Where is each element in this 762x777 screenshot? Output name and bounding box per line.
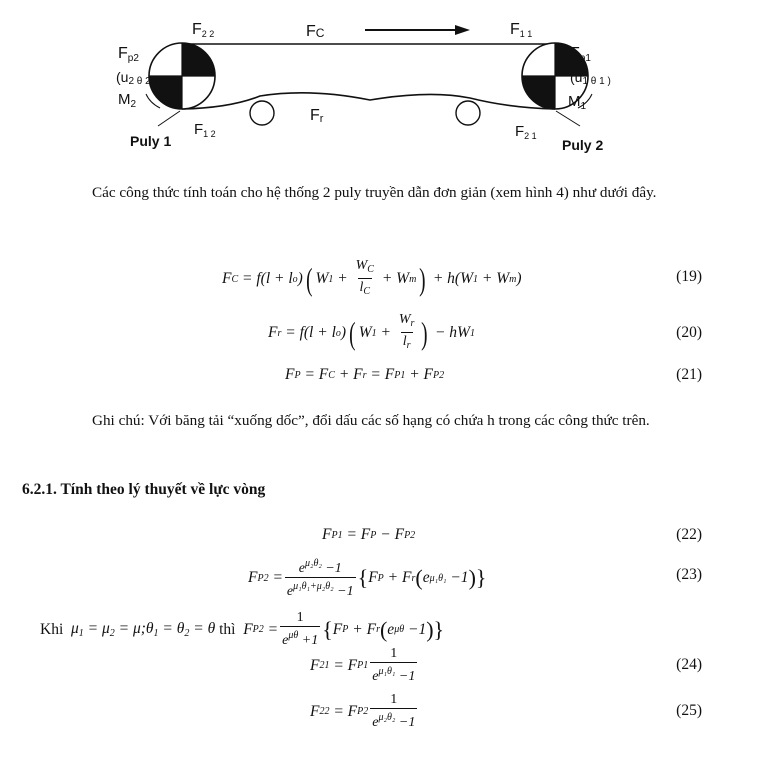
equation-21: F P = F C + F r = F P1 + F P2 <box>285 366 445 383</box>
svg-text:Fp1: Fp1 <box>570 45 591 64</box>
svg-text:Fr: Fr <box>310 107 324 125</box>
pulley-1-wheel <box>149 43 215 109</box>
equation-number-19: (19) <box>676 268 702 285</box>
equation-number-23: (23) <box>676 566 702 583</box>
svg-text:F1 1: F1 1 <box>510 21 533 39</box>
khi-word: Khi <box>40 620 64 638</box>
equation-number-24: (24) <box>676 656 702 673</box>
svg-text:(u1 θ 1 ): (u1 θ 1 ) <box>570 69 611 87</box>
equation-23: F P2 = $\frac{e^{\mu_2\theta_2} -1}{e^{\mu_1\theta_1+\mu_2\theta_2} -1}$ { F P + F r ( e μ₁θ₁ −1 ) } <box>248 558 487 599</box>
svg-text:F2 1: $F_{2 1}$ <box>515 123 537 141</box>
idler-roller-left <box>250 101 274 125</box>
intro-paragraph: Các công thức tính toán cho hệ thống 2 puly truyền dẫn đơn giản (xem hình 4) như dưới đây. <box>92 184 657 201</box>
note-paragraph: Ghi chú: Với băng tải “xuống dốc”, đổi dấu các số hạng có chứa h trong các công thức trên. <box>92 412 650 429</box>
label-puly-1: Puly 1 <box>130 133 172 149</box>
equation-25: F 22 = F P2 $\frac{1}{e^{\mu_2\theta_2} -1}$ <box>310 692 416 730</box>
thi-word: thì <box>219 620 236 638</box>
equation-number-21: (21) <box>676 366 702 383</box>
label-f22: F <box>192 21 202 38</box>
condition-line: Khi $\mu_1 = \mu_2$ = $\mu;\theta_1 = \theta_2 = \theta$ thì F P2 = $\frac{1}{e^{\mu\theta} +1}$ { F P + F r ( e μθ −1 ) } <box>40 610 445 648</box>
idler-roller-right <box>456 101 480 125</box>
section-heading: 6.2.1. Tính theo lý thuyết về lực vòng <box>22 481 266 498</box>
equation-24: F 21 = F P1 $\frac{1}{e^{\mu_1\theta_1} -1}$ <box>310 646 416 684</box>
equation-number-25: (25) <box>676 702 702 719</box>
equation-number-22: (22) <box>676 526 702 543</box>
svg-text:(u2 θ 2 ): (u2 θ 2 ) <box>116 69 157 87</box>
svg-text:FC: FC <box>306 23 325 40</box>
svg-text:M2: $M_2$ <box>118 91 137 110</box>
equation-number-20: (20) <box>676 324 702 341</box>
svg-text:Fp2: Fp2 <box>118 45 139 64</box>
pulley-diagram <box>110 8 630 158</box>
belt-bottom <box>182 93 555 109</box>
svg-text:F1 2: $F_{1 2}$ <box>194 121 216 139</box>
label-puly-2: Puly 2 <box>562 137 604 153</box>
svg-text:F2 2: F2 2 <box>192 21 215 39</box>
equation-20: F r = f(l + l o ) ( W 1 + $\frac{W_r}{l_r}$ ) − hW 1 <box>268 312 475 354</box>
equation-19: F C = f(l + l o ) ( W 1 + $\frac{W_C}{l_C}$ + W m ) + h(W 1 + W m ) <box>222 258 522 300</box>
svg-text:M1: $M_1$ <box>568 93 587 112</box>
equation-22: F P1 = F P − F P2 <box>322 526 416 543</box>
